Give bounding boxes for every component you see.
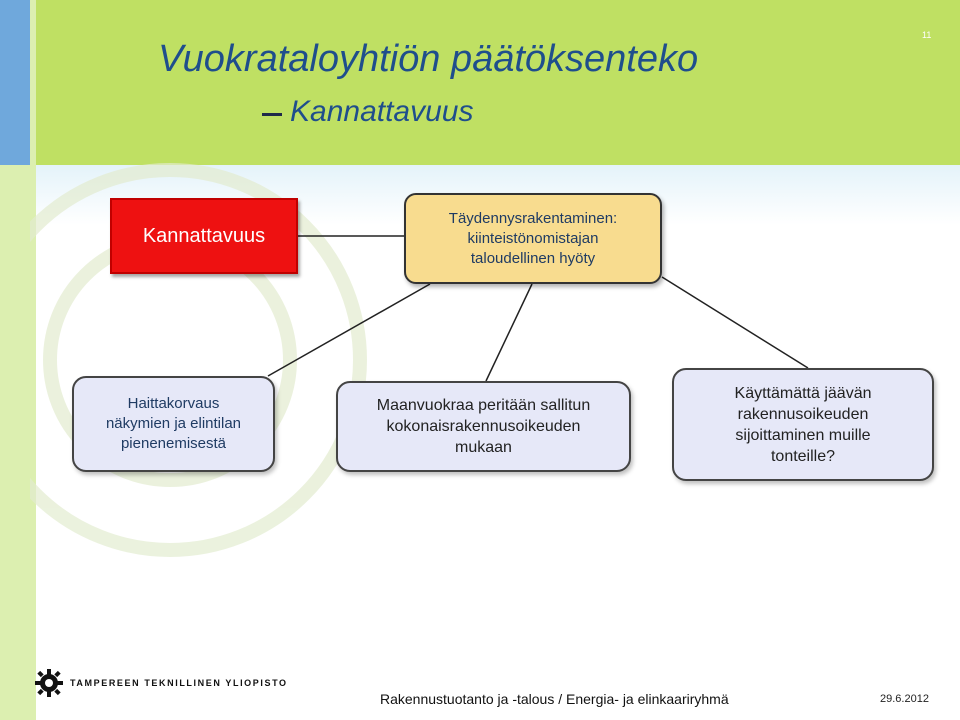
child-node-line: Maanvuokraa peritään sallitun <box>376 397 591 414</box>
root-node-line2: kiinteistönomistajan <box>467 229 599 247</box>
connector-root-right <box>662 277 808 368</box>
child-node-line: sijoittaminen muille <box>735 426 871 444</box>
child-node-haittakorvaus <box>72 376 275 472</box>
slide-title: Vuokrataloyhtiön päätöksenteko <box>158 38 699 80</box>
root-node-line1: Täydennysrakentaminen: <box>448 209 618 227</box>
connector-root-middle <box>486 284 532 381</box>
child-node-line: tonteille? <box>770 447 836 465</box>
university-logo-icon <box>34 668 64 698</box>
label-box-kannattavuus <box>110 198 298 274</box>
child-node-line: Käyttämättä jäävän <box>734 384 872 402</box>
label-box-text: Kannattavuus <box>142 225 266 247</box>
footer-date: 29.6.2012 <box>880 693 929 705</box>
slide-subtitle: Kannattavuus <box>290 95 474 128</box>
child-node-line: näkymien ja elintilan <box>105 415 242 432</box>
child-node-line: kokonaisrakennusoikeuden <box>386 418 581 435</box>
university-name: TAMPEREEN TEKNILLINEN YLIOPISTO <box>70 678 288 688</box>
page-number: 11 <box>922 30 932 40</box>
root-node-line3: taloudellinen hyöty <box>470 249 596 267</box>
root-node <box>404 193 662 284</box>
child-node-line: rakennusoikeuden <box>737 405 869 423</box>
connector-root-left <box>268 284 430 376</box>
child-node-line: pienenemisestä <box>120 435 227 452</box>
child-node-line: Haittakorvaus <box>127 395 220 412</box>
footer-group: Rakennustuotanto ja -talous / Energia- ja elinkaariryhmä <box>380 691 729 707</box>
child-node-line: mukaan <box>455 439 512 456</box>
child-node-rakennusoikeus <box>672 368 934 481</box>
child-node-maanvuokra <box>336 381 631 472</box>
